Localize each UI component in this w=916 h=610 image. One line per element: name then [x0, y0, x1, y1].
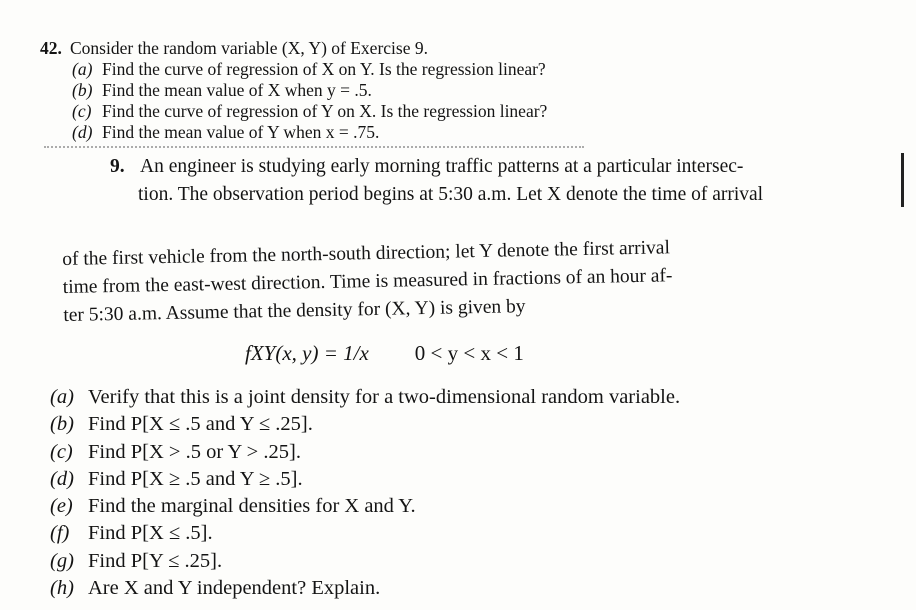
exercise-42-intro: Consider the random variable (X, Y) of Exercise 9.	[70, 38, 428, 58]
exercise-9-text-1: An engineer is studying early morning traffic patterns at a particular intersec-	[140, 156, 744, 177]
part-label: (g)	[50, 549, 74, 572]
density-formula	[245, 341, 524, 366]
continuation-line-2: time from the east-west direction. Time is measured in fractions of an hour af-	[62, 265, 673, 298]
margin-bar	[901, 153, 904, 207]
exercise-9-parts	[50, 384, 850, 602]
part-c	[50, 439, 850, 466]
continuation-line-1: of the first vehicle from the north-south direction; let Y denote the first arrival	[62, 237, 671, 270]
item-label: (b)	[72, 80, 93, 100]
part-label: (d)	[50, 467, 74, 490]
density-expression: fXY(x, y) = 1/x	[245, 341, 369, 365]
item-label: (d)	[72, 122, 93, 142]
item-text: Find the curve of regression of Y on X. Is the regression linear?	[102, 101, 548, 121]
part-b	[50, 411, 850, 438]
exercise-42-item-d	[40, 122, 740, 143]
exercise-9-line-2: tion. The observation period begins at 5:30 a.m. Let X denote the time of arrival	[138, 184, 764, 205]
part-text: Find the marginal densities for X and Y.	[88, 495, 416, 518]
exercise-9	[110, 153, 860, 209]
part-d	[50, 466, 850, 493]
item-text: Find the mean value of X when y = .5.	[102, 80, 372, 100]
exercise-42	[40, 38, 740, 143]
item-label: (a)	[72, 59, 93, 79]
exercise-42-header	[40, 38, 740, 59]
part-label: (b)	[50, 413, 74, 436]
part-e	[50, 493, 850, 520]
item-text: Find the mean value of Y when x = .75.	[102, 122, 380, 142]
exercise-42-item-c	[40, 101, 740, 122]
part-text: Find P[X ≤ .5 and Y ≤ .25].	[88, 413, 313, 436]
continuation-line-3: ter 5:30 a.m. Assume that the density for (X, Y) is given by	[63, 296, 526, 326]
part-a	[50, 384, 850, 411]
part-text: Find P[Y ≤ .25].	[88, 549, 223, 572]
exercise-42-item-b	[40, 80, 740, 101]
item-text: Find the curve of regression of X on Y. Is the regression linear?	[102, 59, 546, 79]
part-label: (e)	[50, 495, 73, 518]
part-label: (h)	[50, 577, 74, 600]
part-label: (c)	[50, 440, 73, 463]
part-text: Find P[X > .5 or Y > .25].	[88, 440, 301, 463]
part-label: (a)	[50, 386, 74, 408]
part-label: (f)	[50, 522, 70, 545]
exercise-9-number: 9.	[110, 156, 125, 177]
part-text: Are X and Y independent? Explain.	[88, 577, 381, 600]
density-support: 0 < y < x < 1	[414, 341, 524, 365]
part-h	[50, 575, 850, 602]
part-text: Find P[X ≥ .5 and Y ≥ .5].	[88, 467, 303, 490]
part-text: Find P[X ≤ .5].	[88, 522, 213, 545]
item-label: (c)	[72, 101, 92, 121]
part-text: Verify that this is a joint density for a two-dimensional random variable.	[88, 386, 681, 408]
exercise-9-line-1	[110, 153, 860, 181]
exercise-42-number: 42.	[40, 38, 62, 58]
part-f	[50, 520, 850, 547]
part-g	[50, 548, 850, 575]
scan-artifact-line	[44, 146, 584, 151]
exercise-42-item-a	[40, 59, 740, 80]
exercise-9-continuation	[62, 231, 823, 330]
